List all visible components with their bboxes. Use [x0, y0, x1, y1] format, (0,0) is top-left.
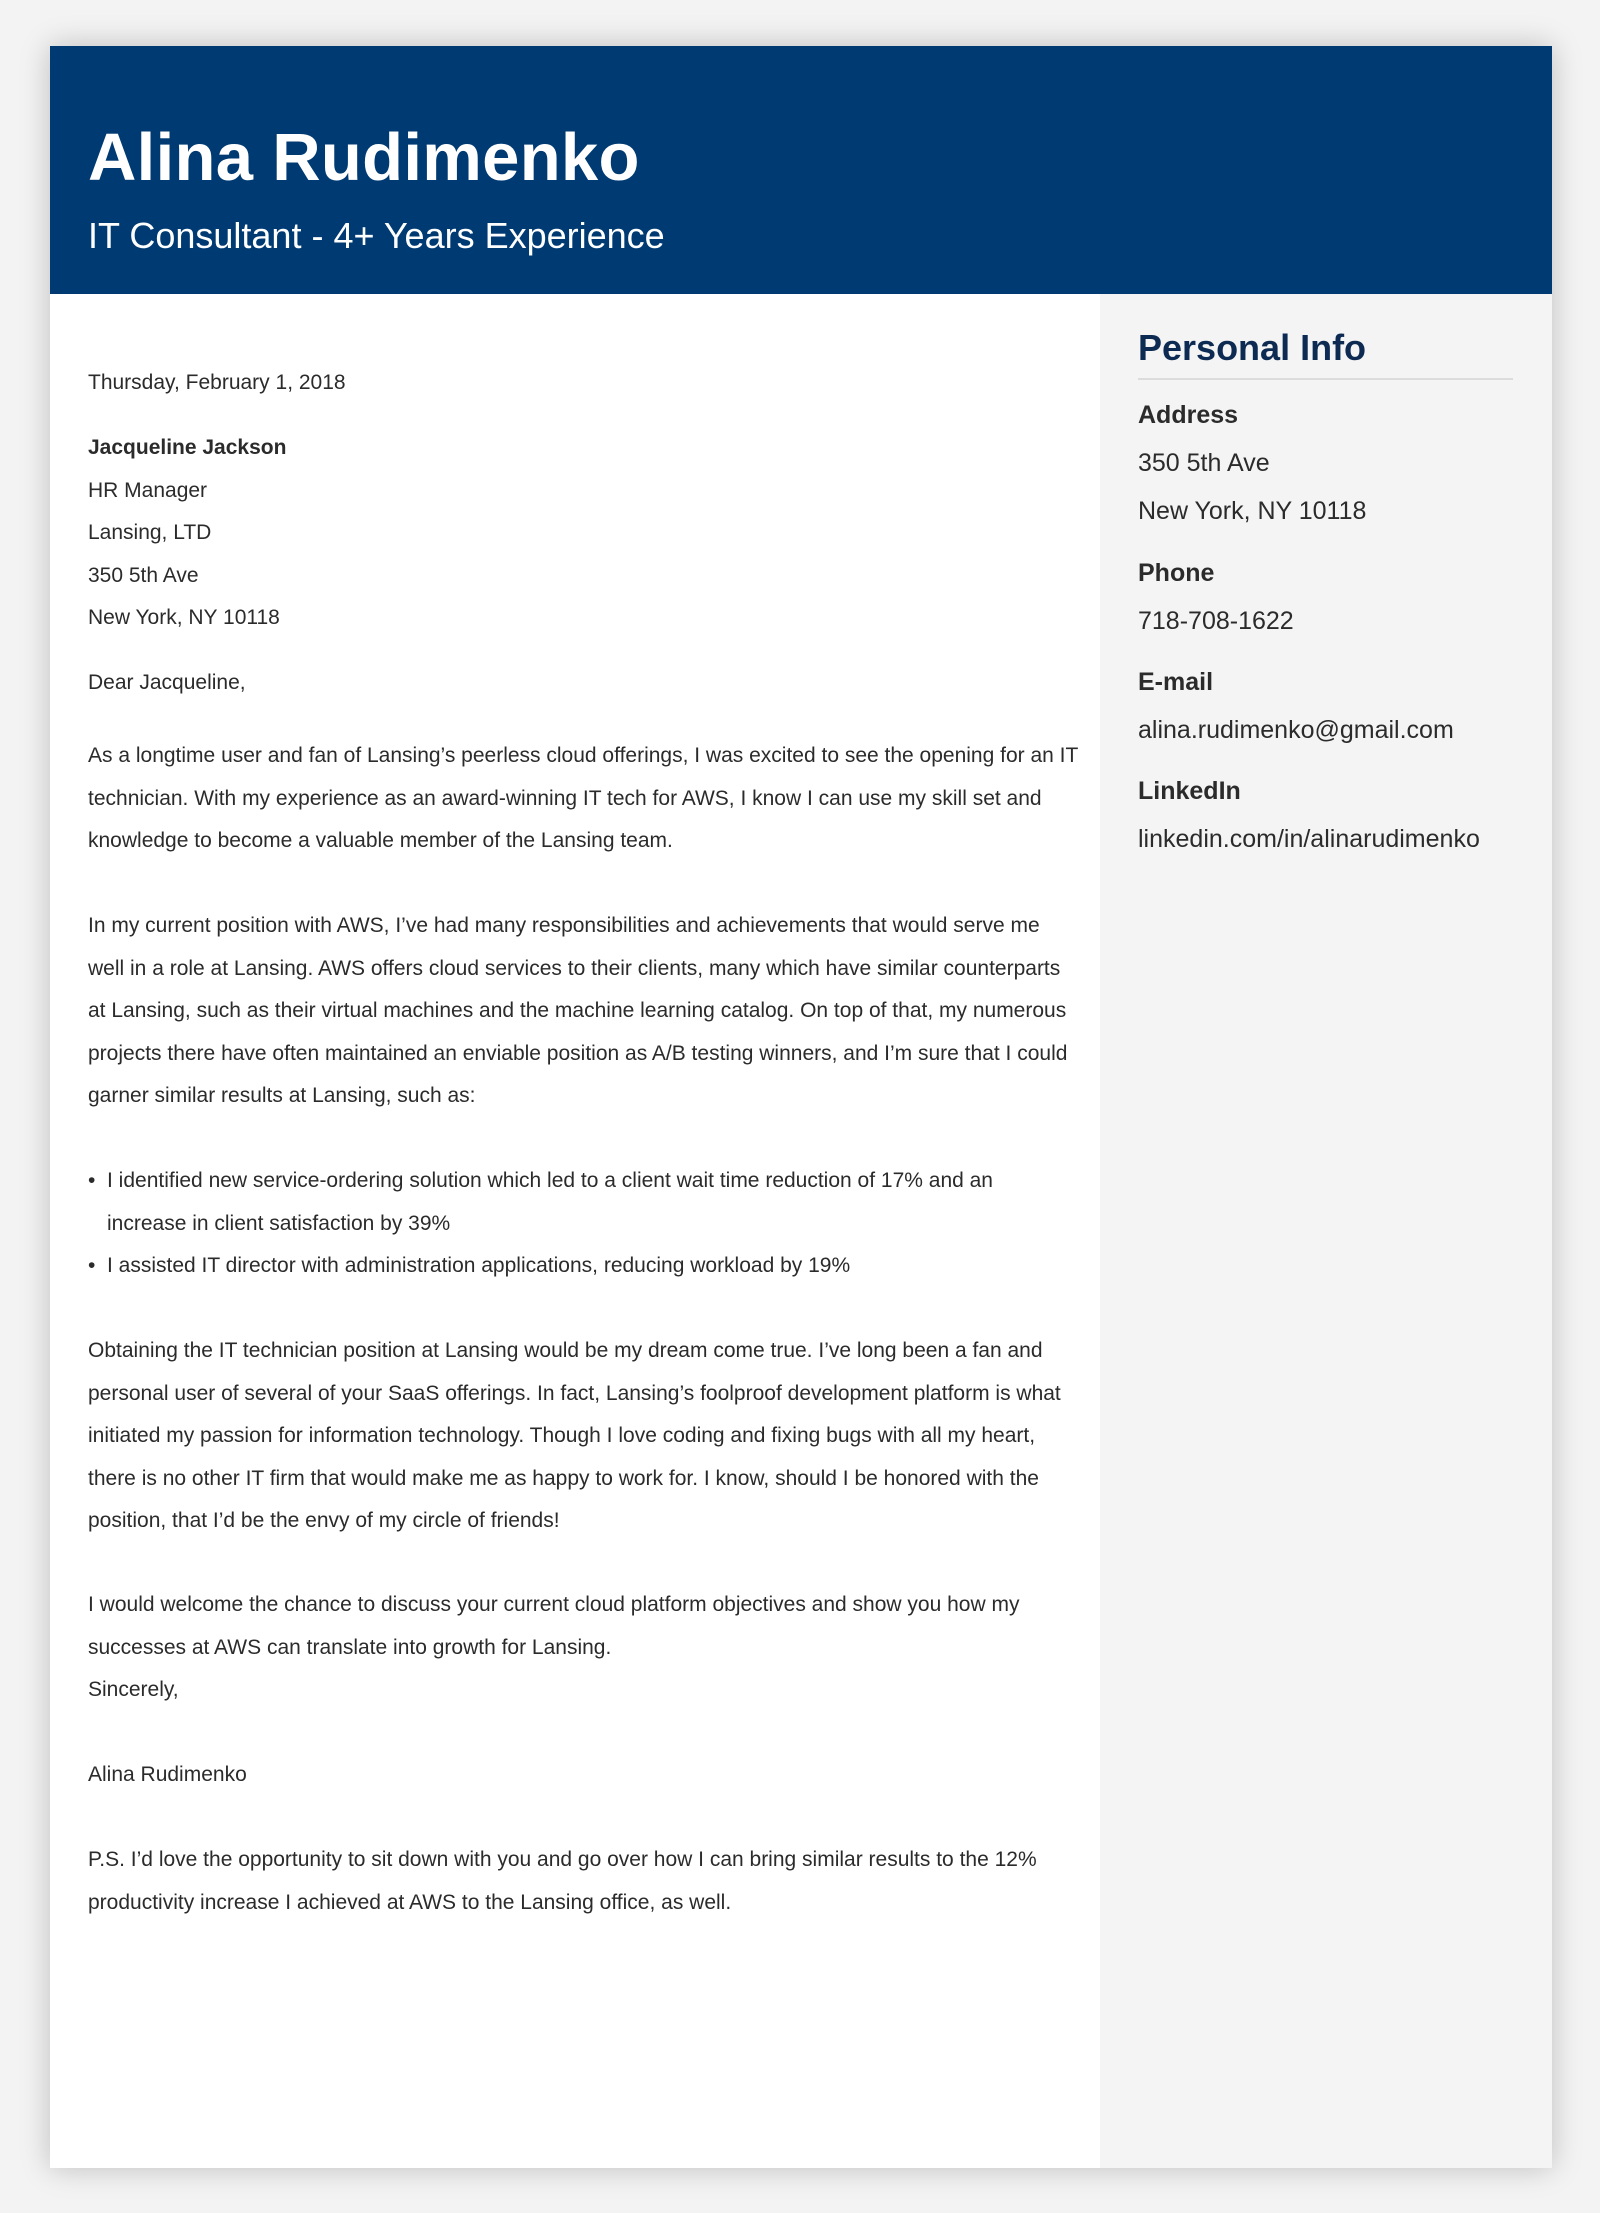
applicant-name: Alina Rudimenko — [88, 120, 640, 195]
recipient-title: HR Manager — [88, 479, 208, 502]
list-item-text: I identified new service-ordering solution which led to a client wait time reduction of 17% and an increase in client satisfaction by 39% — [107, 1169, 993, 1235]
letter-postscript: P.S. I’d love the opportunity to sit down with you and go over how I can bring similar results to the 12% productivity increase I achieved at AWS to the Lansing office, as well. — [88, 1848, 1037, 1914]
bullet-icon: • — [88, 1169, 96, 1192]
applicant-subtitle: IT Consultant - 4+ Years Experience — [88, 215, 665, 256]
header-banner — [50, 46, 1552, 294]
address-line-1: 350 5th Ave — [1138, 449, 1270, 477]
section-divider — [1138, 378, 1513, 380]
personal-info-sidebar — [1100, 294, 1552, 2168]
recipient-city: New York, NY 10118 — [88, 606, 280, 629]
letter-paragraph-4: I would welcome the chance to discuss your current cloud platform objectives and show you how my successes at AWS can translate into growth for Lansing. — [88, 1593, 1020, 1659]
letter-paragraph-3: Obtaining the IT technician position at Lansing would be my dream come true. I’ve long been a fan and personal user of several of your SaaS offerings. In fact, Lansing’s foolproof development platform is what initiated my passion for information technology. Though I love coding and fixing bugs with all my heart, there is no other IT firm that would make me as happy to work for. I know, should I be honored with the position, that I’d be the envy of my circle of friends! — [88, 1339, 1061, 1532]
email-block — [1138, 667, 1538, 763]
recipient-company: Lansing, LTD — [88, 521, 212, 544]
phone-value: 718-708-1622 — [1138, 607, 1294, 635]
address-line-2: New York, NY 10118 — [1138, 497, 1367, 525]
list-item — [88, 1245, 1078, 1288]
linkedin-value: linkedin.com/in/alinarudimenko — [1138, 825, 1480, 853]
address-block — [1138, 400, 1538, 544]
email-value: alina.rudimenko@gmail.com — [1138, 716, 1454, 744]
recipient-name: Jacqueline Jackson — [88, 436, 287, 459]
list-item — [88, 1160, 1078, 1245]
bullet-icon: • — [88, 1254, 96, 1277]
email-label: E-mail — [1138, 668, 1214, 696]
linkedin-label: LinkedIn — [1138, 777, 1241, 805]
linkedin-block — [1138, 776, 1538, 872]
cover-letter-page — [50, 46, 1552, 2168]
phone-block — [1138, 558, 1538, 654]
letter-date: Thursday, February 1, 2018 — [88, 371, 346, 394]
recipient-street: 350 5th Ave — [88, 564, 199, 587]
letter-paragraph-2: In my current position with AWS, I’ve had many responsibilities and achievements that would serve me well in a role at Lansing. AWS offers cloud services to their clients, many which have similar counterparts at Lansing, such as their virtual machines and the machine learning catalog. On top of that, my numerous projects there have often maintained an enviable position as A/B testing winners, and I’m sure that I could garner similar results at Lansing, such as: — [88, 914, 1068, 1107]
personal-info-title: Personal Info — [1138, 327, 1367, 368]
achievements-list — [88, 1160, 1078, 1288]
list-item-text: I assisted IT director with administration applications, reducing workload by 19% — [107, 1254, 851, 1277]
letter-greeting: Dear Jacqueline, — [88, 671, 246, 694]
letter-paragraph-1: As a longtime user and fan of Lansing’s peerless cloud offerings, I was excited to see the opening for an IT technician. With my experience as an award-winning IT tech for AWS, I know I can use my skill set and knowledge to become a valuable member of the Lansing team. — [88, 744, 1078, 852]
letter-signature: Alina Rudimenko — [88, 1763, 247, 1786]
letter-closing: Sincerely, — [88, 1678, 179, 1701]
phone-label: Phone — [1138, 559, 1215, 587]
address-label: Address — [1138, 401, 1239, 429]
